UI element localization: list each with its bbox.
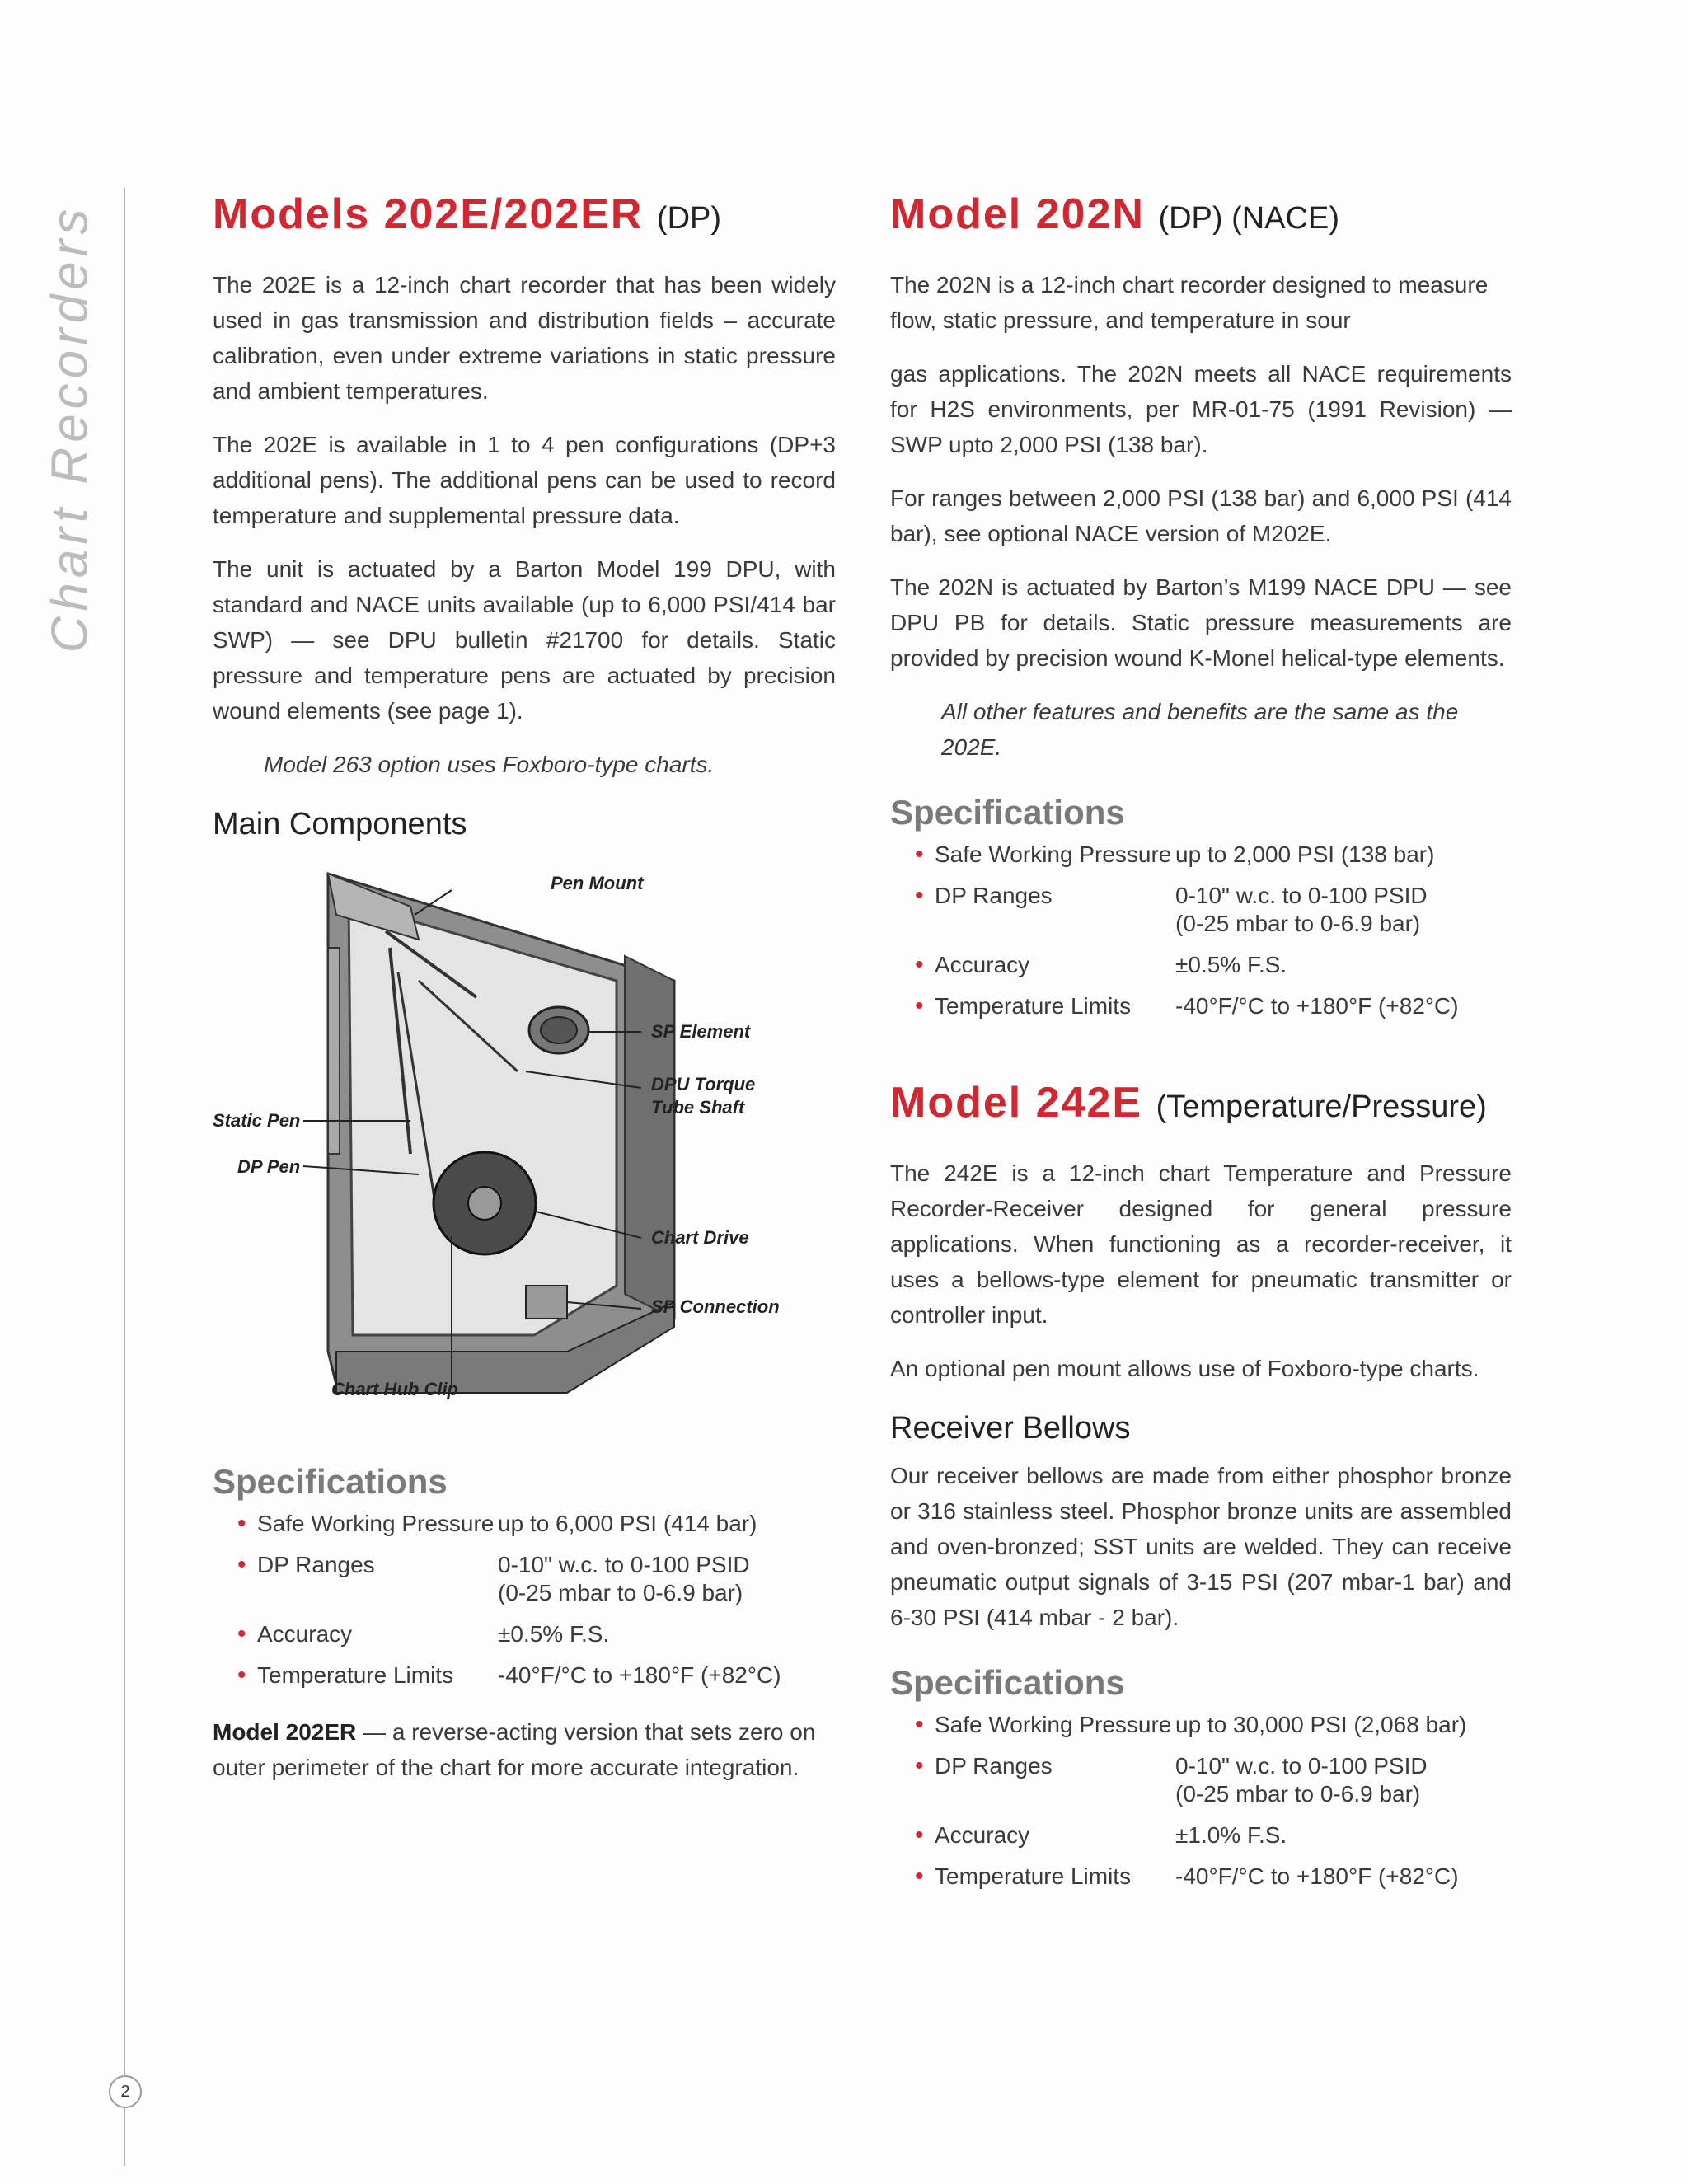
label-tube-shaft: Tube Shaft: [651, 1097, 745, 1118]
spec-value: ±0.5% F.S.: [498, 1621, 610, 1647]
paragraph: The unit is actuated by a Barton Model 199 DPU, with standard and NACE units available (up to 6,000 PSI/414 bar SWP) — see DPU bulletin #21700 for details. Static pressure and temperature pens are actuated by precision wound elements (see page 1).: [213, 556, 836, 724]
bullet-icon: •: [237, 1620, 246, 1647]
italic-note: Model 263 option uses Foxboro-type charts.: [264, 752, 715, 777]
spec-item: [915, 992, 1512, 1020]
spec-list: [890, 1711, 1512, 1891]
spec-heading: Specifications: [890, 793, 1125, 832]
spec-item: [237, 1510, 836, 1538]
bullet-icon: •: [915, 841, 924, 868]
title-202n-main: Model 202N: [890, 190, 1145, 238]
model-202er-bold: Model 202ER: [213, 1719, 357, 1745]
spec-label: Accuracy: [935, 1822, 1030, 1848]
components-figure: [213, 857, 836, 1434]
spec-label: Accuracy: [935, 952, 1030, 977]
paragraph: The 202N is actuated by Barton’s M199 NACE DPU — see DPU PB for details. Static pressure measurements are provided by precision wound K-Monel helical-type elements.: [890, 574, 1512, 671]
title-242e: [890, 1078, 1512, 1127]
spec-list: [213, 1510, 836, 1690]
spec-item: [915, 1711, 1512, 1739]
label-pen-mount: Pen Mount: [551, 873, 644, 893]
bullet-icon: •: [915, 992, 924, 1019]
title-202e-sub: (DP): [656, 201, 722, 236]
title-202e-main: Models 202E/202ER: [213, 190, 644, 238]
sidebar-label-text: Chart Recorders: [41, 204, 99, 654]
spec-item: [915, 841, 1512, 869]
title-202n: [890, 190, 1512, 239]
label-dp-pen: DP Pen: [237, 1156, 301, 1177]
spec-value: ±1.0% F.S.: [1175, 1822, 1287, 1848]
paragraph: The 202N is a 12-inch chart recorder designed to measure flow, static pressure, and temperature in sour: [890, 272, 1489, 333]
spec-value-line1: 0-10" w.c. to 0-100 PSID: [1175, 1753, 1428, 1779]
spec-item: [237, 1620, 836, 1648]
bullet-icon: •: [915, 1863, 924, 1890]
bullet-icon: •: [915, 951, 924, 978]
spec-heading: Specifications: [890, 1663, 1125, 1702]
bullet-icon: •: [915, 882, 924, 909]
spec-item: [915, 1752, 1512, 1808]
spec-label: Temperature Limits: [935, 993, 1132, 1019]
paragraph: The 202E is a 12-inch chart recorder that has been widely used in gas transmission and distribution fields – accurate calibration, even under extreme variations in static pressure and ambient temperatures.: [213, 272, 836, 404]
left-column: [213, 190, 836, 1803]
title-242e-sub: (Temperature/Pressure): [1156, 1090, 1487, 1124]
spec-label: Temperature Limits: [257, 1662, 454, 1688]
vertical-rule: [124, 188, 125, 2166]
label-chart-hub-clip: Chart Hub Clip: [331, 1379, 458, 1399]
spec-value-line1: 0-10" w.c. to 0-100 PSID: [498, 1552, 750, 1577]
spec-item: [915, 951, 1512, 979]
italic-note: All other features and benefits are the same as the 202E.: [941, 699, 1459, 760]
bullet-icon: •: [915, 1711, 924, 1738]
paragraph: The 242E is a 12-inch chart Temperature and Pressure Recorder-Receiver designed for general pressure applications. When functioning as a recorder-receiver, it uses a bellows-type element for pneumatic transmitter or controller input.: [890, 1160, 1512, 1328]
bullet-icon: •: [237, 1661, 246, 1689]
bullet-icon: •: [915, 1821, 924, 1849]
spec-value: up to 2,000 PSI (138 bar): [1175, 841, 1435, 867]
main-components-heading: Main Components: [213, 807, 467, 841]
spec-value: up to 30,000 PSI (2,068 bar): [1175, 1712, 1467, 1737]
label-sp-connection: SP Connection: [651, 1296, 780, 1317]
spec-value: [1175, 882, 1512, 938]
label-static-pen: Static Pen: [213, 1110, 301, 1131]
paragraph: Our receiver bellows are made from either phosphor bronze or 316 stainless steel. Phosphor bronze units are assembled and oven-bronzed; SST units are welded. They can receive pneumatic output signals of 3-15 PSI (207 mbar-1 bar) and 6-30 PSI (414 mbar - 2 bar).: [890, 1463, 1512, 1630]
label-chart-drive: Chart Drive: [651, 1227, 749, 1248]
bullet-icon: •: [237, 1551, 246, 1578]
spec-value-line2: (0-25 mbar to 0-6.9 bar): [498, 1580, 743, 1605]
bullet-icon: •: [237, 1510, 246, 1537]
spec-heading: Specifications: [213, 1462, 448, 1501]
spec-label: Safe Working Pressure: [257, 1511, 495, 1536]
spec-label: Temperature Limits: [935, 1863, 1132, 1889]
spec-value: -40°F/°C to +180°F (+82°C): [498, 1662, 781, 1688]
title-202e: [213, 190, 836, 239]
spec-list: [890, 841, 1512, 1020]
spec-item: [915, 1821, 1512, 1849]
spec-label: Safe Working Pressure: [935, 841, 1172, 867]
spec-value-line2: (0-25 mbar to 0-6.9 bar): [1175, 1781, 1421, 1807]
spec-item: [915, 882, 1512, 938]
paragraph: The 202E is available in 1 to 4 pen configurations (DP+3 additional pens). The additional pens can be used to record temperature and supplemental pressure data.: [213, 432, 836, 528]
spec-value: -40°F/°C to +180°F (+82°C): [1175, 993, 1459, 1019]
spec-label: DP Ranges: [935, 1753, 1053, 1779]
sidebar-label: [33, 198, 107, 659]
right-column: [890, 190, 1512, 1915]
spec-value: -40°F/°C to +180°F (+82°C): [1175, 1863, 1459, 1889]
title-202n-sub: (DP) (NACE): [1158, 201, 1339, 236]
spec-value-line2: (0-25 mbar to 0-6.9 bar): [1175, 911, 1421, 936]
spec-label: DP Ranges: [935, 883, 1053, 908]
paragraph: gas applications. The 202N meets all NACE requirements for H2S environments, per MR-01-75 (1991 Revision) — SWP upto 2,000 PSI (138 bar).: [890, 361, 1512, 457]
bullet-icon: •: [915, 1752, 924, 1779]
recorder-illustration: [213, 857, 836, 1434]
spec-value: up to 6,000 PSI (414 bar): [498, 1511, 757, 1536]
spec-value: [498, 1551, 836, 1607]
spec-item: [237, 1661, 836, 1690]
model-202er-text: — a reverse-acting version that sets zero on outer perimeter of the chart for more accurate integration.: [213, 1719, 816, 1780]
spec-label: DP Ranges: [257, 1552, 375, 1577]
model-202er-note: [213, 1714, 836, 1785]
spec-item: [237, 1551, 836, 1607]
spec-value-line1: 0-10" w.c. to 0-100 PSID: [1175, 883, 1428, 908]
spec-item: [915, 1863, 1512, 1891]
receiver-bellows-heading: Receiver Bellows: [890, 1411, 1131, 1446]
label-dpu-torque: DPU Torque: [651, 1074, 756, 1094]
paragraph: For ranges between 2,000 PSI (138 bar) and 6,000 PSI (414 bar), see optional NACE version of M202E.: [890, 485, 1512, 546]
paragraph: An optional pen mount allows use of Foxboro-type charts.: [890, 1356, 1479, 1381]
spec-label: Accuracy: [257, 1621, 353, 1647]
label-sp-element: SP Element: [651, 1021, 751, 1042]
page-number: 2: [109, 2075, 142, 2108]
title-242e-main: Model 242E: [890, 1079, 1143, 1127]
spec-label: Safe Working Pressure: [935, 1712, 1172, 1737]
spec-value: ±0.5% F.S.: [1175, 952, 1287, 977]
spec-value: [1175, 1752, 1512, 1808]
